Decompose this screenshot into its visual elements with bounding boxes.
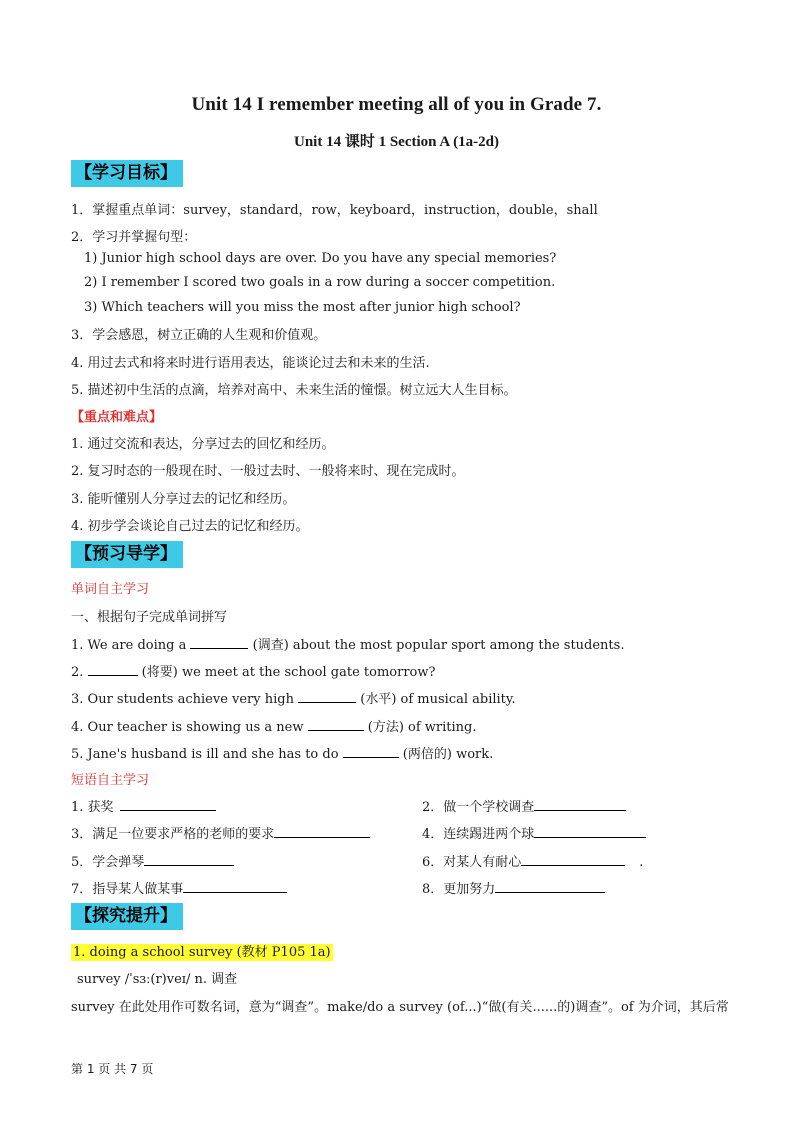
phrase-item-1 bbox=[71, 796, 216, 815]
key-point-4: 4. 初步学会谈论自己过去的记忆和经历。 bbox=[71, 519, 309, 534]
phrase-text: 6．对某人有耐心 bbox=[422, 855, 522, 870]
section-banner-objectives: 【学习目标】 bbox=[71, 160, 183, 187]
phrase-item-4 bbox=[422, 823, 646, 842]
phrase-text: 2．做一个学校调查 bbox=[422, 800, 535, 815]
objective-item-4: 4. 用过去式和将来时进行语用表达，能谈论过去和未来的生活. bbox=[71, 356, 430, 371]
answer-blank[interactable] bbox=[534, 824, 646, 838]
question-text: (水平) of musical ability. bbox=[356, 692, 516, 707]
phonetic-line: survey /ˈsɜː(r)veɪ/ n. 调查 bbox=[77, 972, 238, 987]
explore-item-1 bbox=[71, 941, 333, 960]
phrase-text: 8．更加努力 bbox=[422, 882, 496, 897]
question-text: (两倍的) work. bbox=[398, 747, 494, 762]
highlighted-text: 1. doing a school survey (教材 P105 1a) bbox=[73, 945, 331, 960]
answer-blank[interactable] bbox=[183, 879, 287, 893]
phrase-item-8 bbox=[422, 878, 605, 897]
phrase-item-6 bbox=[422, 851, 643, 870]
lesson-subtitle: Unit 14 课时 1 Section A (1a-2d) bbox=[293, 134, 499, 150]
key-point-1: 1. 通过交流和表达，分享过去的回忆和经历。 bbox=[71, 437, 335, 452]
phrase-item-3 bbox=[71, 823, 370, 842]
page-footer: 第 1 页 共 7 页 bbox=[71, 1062, 154, 1076]
objective-sentence-2: 2) I remember I scored two goals in a row during a soccer competition. bbox=[84, 275, 556, 290]
vocab-question-2 bbox=[71, 661, 435, 680]
question-text: 2. bbox=[71, 665, 88, 680]
answer-blank[interactable] bbox=[298, 689, 356, 703]
question-text: (方法) of writing. bbox=[363, 720, 477, 735]
answer-blank[interactable] bbox=[120, 797, 216, 811]
section-banner-explore: 【探究提升】 bbox=[71, 903, 183, 930]
phrase-text: 3．满足一位要求严格的老师的要求 bbox=[71, 827, 275, 842]
phrase-text: 1. 获奖 bbox=[71, 800, 114, 815]
question-text: 5. Jane's husband is ill and she has to do bbox=[71, 747, 343, 762]
question-text: 1. We are doing a bbox=[71, 638, 191, 653]
vocab-question-1 bbox=[71, 634, 624, 653]
phrase-text: 4．连续踢进两个球 bbox=[422, 827, 535, 842]
phrase-text: 7．指导某人做某事 bbox=[71, 882, 184, 897]
trailing-period: . bbox=[639, 855, 644, 870]
phrases-heading: 短语自主学习 bbox=[71, 773, 150, 788]
answer-blank[interactable] bbox=[274, 824, 370, 838]
vocab-question-4 bbox=[71, 716, 477, 735]
objective-item-2: 2．学习并掌握句型： bbox=[71, 230, 197, 245]
vocab-question-3 bbox=[71, 688, 516, 707]
document-title: Unit 14 I remember meeting all of you in Grade 7. bbox=[191, 94, 602, 115]
answer-blank[interactable] bbox=[88, 662, 138, 676]
objective-sentence-1: 1) Junior high school days are over. Do you have any special memories? bbox=[84, 251, 557, 266]
question-text: 3. Our students achieve very high bbox=[71, 692, 299, 707]
answer-blank[interactable] bbox=[144, 852, 234, 866]
phrase-item-2 bbox=[422, 796, 626, 815]
answer-blank[interactable] bbox=[190, 635, 248, 649]
question-text: (将要) we meet at the school gate tomorrow? bbox=[137, 665, 436, 680]
vocab-task: 一、根据句子完成单词拼写 bbox=[71, 610, 228, 625]
objective-item-3: 3．学会感恩，树立正确的人生观和价值观。 bbox=[71, 328, 327, 343]
answer-blank[interactable] bbox=[534, 797, 626, 811]
key-point-2: 2. 复习时态的一般现在时、一般过去时、一般将来时、现在完成时。 bbox=[71, 464, 465, 479]
answer-blank[interactable] bbox=[308, 717, 364, 731]
section-banner-preview: 【预习导学】 bbox=[71, 541, 183, 568]
objective-item-1: 1．掌握重点单词：survey，standard，row，keyboard，instruction，double，shall bbox=[71, 203, 598, 218]
question-text: (调查) about the most popular sport among the students. bbox=[248, 638, 625, 653]
phrase-text: 5．学会弹琴 bbox=[71, 855, 145, 870]
answer-blank[interactable] bbox=[495, 879, 605, 893]
key-points-heading: 【重点和难点】 bbox=[71, 410, 163, 425]
objective-item-5: 5. 描述初中生活的点滴，培养对高中、未来生活的憧憬。树立远大人生目标。 bbox=[71, 383, 517, 398]
phrase-item-5 bbox=[71, 851, 234, 870]
key-point-3: 3. 能听懂别人分享过去的记忆和经历。 bbox=[71, 492, 296, 507]
phrase-item-7 bbox=[71, 878, 287, 897]
answer-blank[interactable] bbox=[343, 744, 399, 758]
question-text: 4. Our teacher is showing us a new bbox=[71, 720, 308, 735]
answer-blank[interactable] bbox=[521, 852, 625, 866]
vocab-question-5 bbox=[71, 743, 493, 762]
objective-sentence-3: 3) Which teachers will you miss the most after junior high school? bbox=[84, 300, 521, 315]
vocab-heading: 单词自主学习 bbox=[71, 582, 150, 597]
explanation-line: survey 在此处用作可数名词，意为“调查”。make/do a survey (of...)“做(有关......的)调查”。of 为介词，其后常 bbox=[71, 1000, 729, 1015]
